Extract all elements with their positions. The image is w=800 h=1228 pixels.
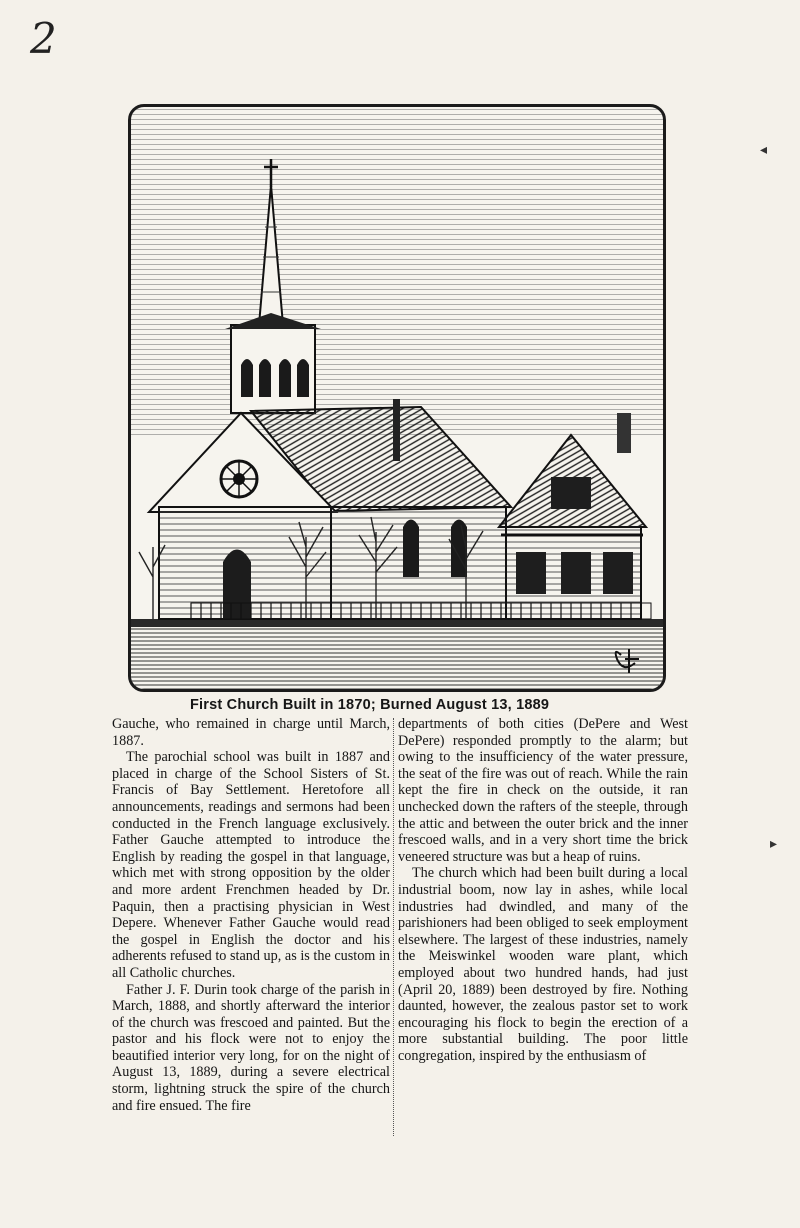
paragraph: departments of both cities (DePere and West DePere) responded promptly to the alarm; but owing to the insufficiency of the water pressure, the seat of the fire was out of reach. While the rain kept the fire in check on the outside, it ran unchecked down the rafters of the steeple, through the attic and between the outer brick and the inner frescoed walls, and in a very short time the brick veneered structure was but a heap of ruins. xyxy=(398,716,688,865)
figure-caption: First Church Built in 1870; Burned August 13, 1889 xyxy=(190,697,550,713)
paragraph: The parochial school was built in 1887 and placed in charge of the School Sisters of St. Francis of Bay Settlement. Heretofore all announcements, readings and sermons had been conducted in the French language exclusively. Father Gauche attempted to introduce the English by reading the gospel in that language, which met with strong opposition by the older and more ardent Frenchmen headed by Dr. Paquin, then a practising physician in West Depere. Whenever Father Gauche would read the gospel in English the doctor and his adherents refused to stand up, as is the custom in all Catholic churches. xyxy=(112,749,390,981)
paragraph: Gauche, who remained in charge until March, 1887. xyxy=(112,716,390,749)
page-number: 2 xyxy=(30,14,57,63)
church-illustration xyxy=(128,104,666,692)
church-engraving xyxy=(131,107,663,689)
article-column-right xyxy=(398,716,688,1064)
column-divider xyxy=(393,718,395,1136)
margin-mark: ◂ xyxy=(760,143,768,158)
article-column-left xyxy=(112,716,390,1114)
paragraph: The church which had been built during a local industrial boom, now lay in ashes, while local industries had dwindled, and many of the parishioners had been obliged to seek employment elsewhere. The largest of these industries, namely the Meiswinkel wooden ware plant, which employed about two hundred hands, had just (April 20, 1889) been destroyed by fire. Nothing daunted, however, the zealous pastor set to work encouraging his flock to begin the erection of a more substantial building. The poor little congregation, inspired by the enthusiasm of xyxy=(398,865,688,1064)
margin-mark: ▸ xyxy=(770,837,778,852)
paragraph: Father J. F. Durin took charge of the parish in March, 1888, and shortly afterward the interior of the church was frescoed and painted. But the pastor and his flock were not to enjoy the beautified interior very long, for on the night of August 13, 1889, during a severe electrical storm, lightning struck the spire of the church and fire ensued. The fire xyxy=(112,981,390,1114)
